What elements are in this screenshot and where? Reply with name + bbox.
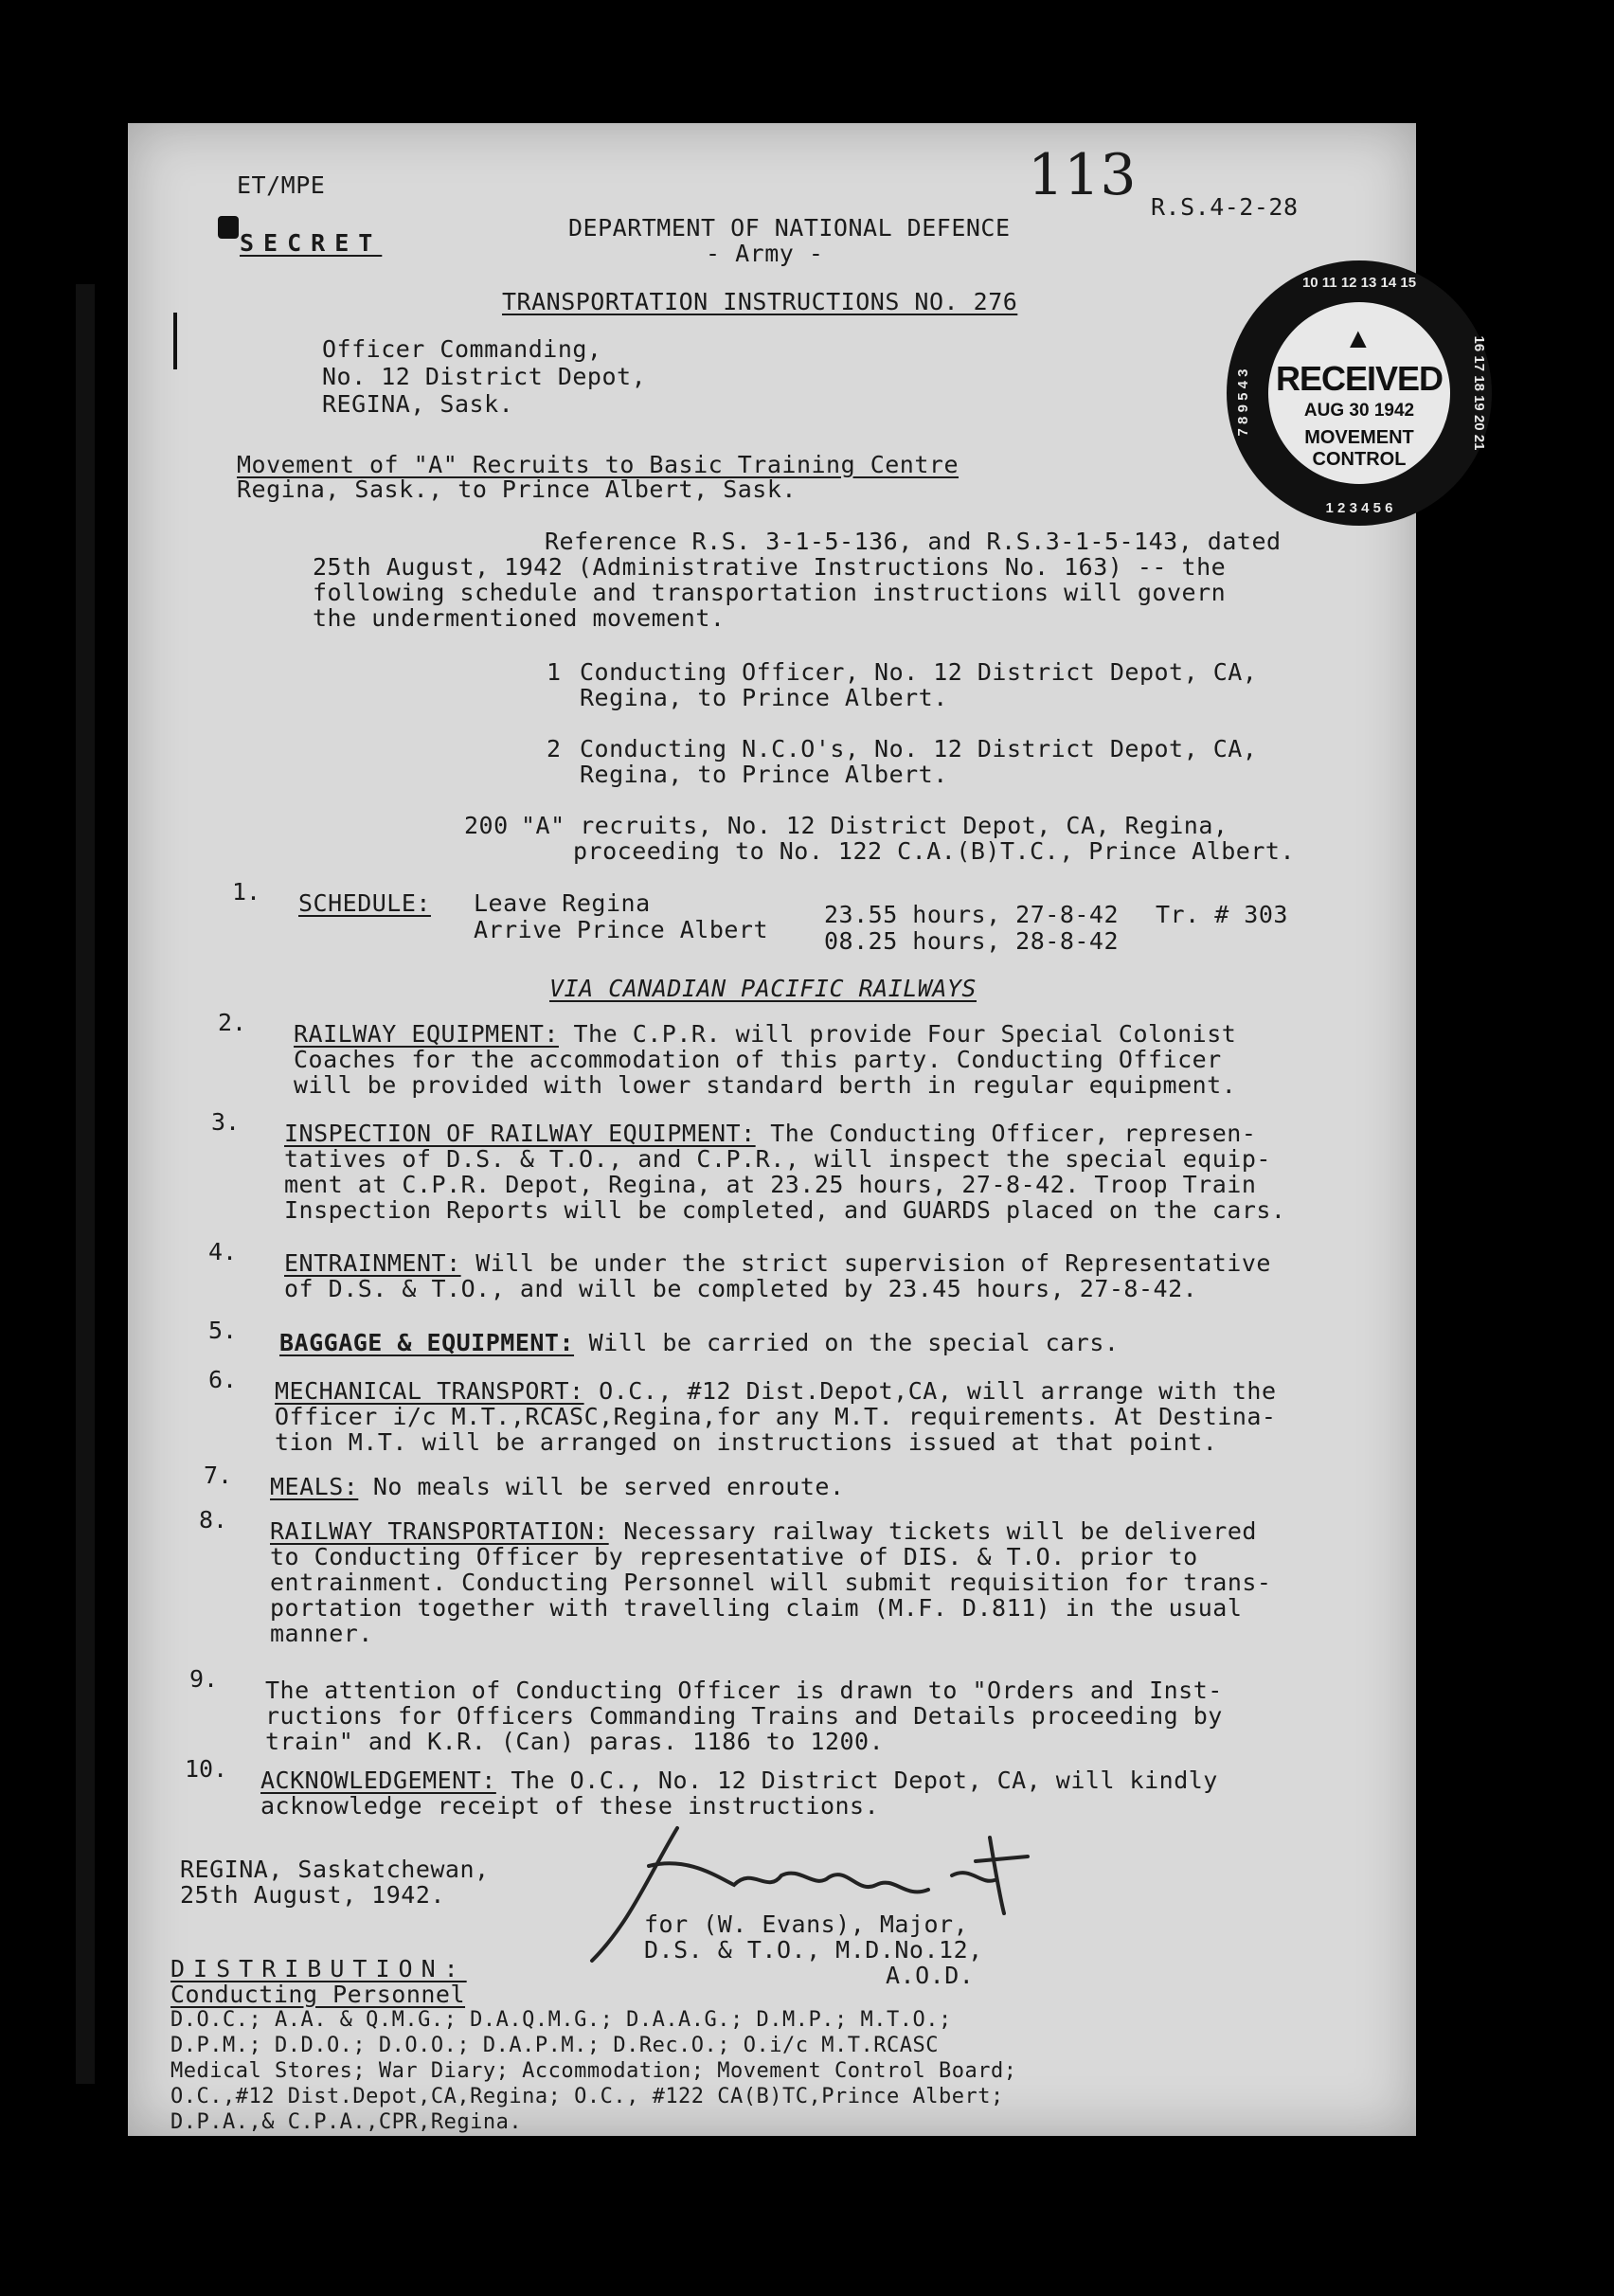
intro-line: 25th August, 1942 (Administrative Instructions No. 163) -- the [313, 553, 1227, 581]
addressee-line: No. 12 District Depot, [322, 363, 647, 390]
personnel-count: 200 [464, 812, 509, 839]
intro-line: Reference R.S. 3-1-5-136, and R.S.3-1-5-143, dated [545, 528, 1282, 555]
route-heading: VIA CANADIAN PACIFIC RAILWAYS [549, 975, 977, 1002]
paragraph-text: acknowledge receipt of these instructions. [260, 1792, 880, 1820]
paragraph-number: 8. [199, 1506, 228, 1534]
paragraph-text: tion M.T. will be arranged on instructions issued at that point. [275, 1428, 1218, 1456]
stamp-line-2: CONTROL [1312, 449, 1407, 470]
subject-line: Regina, Sask., to Prince Albert, Sask. [237, 475, 797, 503]
paragraph-text: The Conducting Officer, represen- [770, 1120, 1257, 1147]
paragraph-number: 9. [189, 1665, 219, 1693]
intro-line: the undermentioned movement. [313, 604, 726, 632]
subject-line: Movement of "A" Recruits to Basic Training Centre [237, 451, 959, 478]
schedule-arrive-time: 08.25 hours, 28-8-42 [824, 927, 1120, 955]
personnel-line: Conducting N.C.O's, No. 12 District Depot, CA, [580, 735, 1258, 762]
redaction-mark [218, 216, 239, 239]
distribution-line: O.C.,#12 Dist.Depot,CA,Regina; O.C., #122 CA(B)TC,Prince Albert; [170, 2085, 1004, 2108]
distribution-heading: DISTRIBUTION: [170, 1955, 467, 1982]
paragraph-heading: RAILWAY TRANSPORTATION: [270, 1517, 609, 1545]
classification: SECRET [240, 229, 383, 257]
svg-text:16 17 18 19 20 21: 16 17 18 19 20 21 [1471, 335, 1487, 451]
paragraph-text: tatives of D.S. & T.O., and C.P.R., will inspect the special equip- [284, 1145, 1271, 1173]
schedule-label: SCHEDULE: [298, 889, 431, 917]
paragraph-text: The attention of Conducting Officer is drawn to "Orders and Inst- [265, 1677, 1223, 1704]
received-stamp [1227, 260, 1492, 526]
schedule-arrive-label: Arrive Prince Albert [474, 916, 769, 943]
stamp-received-text: RECEIVED [1275, 359, 1444, 398]
schedule-leave-time: 23.55 hours, 27-8-42 [824, 901, 1120, 928]
paragraph-heading: MEALS: [270, 1473, 359, 1500]
distribution-line: D.P.M.; D.D.O.; D.O.O.; D.A.P.M.; D.Rec.O.; O.i/c M.T.RCASC [170, 2034, 939, 2057]
distribution-line: D.P.A.,& C.P.A.,CPR,Regina. [170, 2110, 523, 2134]
signature-line: A.O.D. [886, 1962, 975, 1989]
up-arrow-icon: ▲ [1344, 323, 1372, 354]
paragraph-text: Will be under the strict supervision of Representative [475, 1249, 1271, 1277]
svg-text:10 11 12 13 14 15: 10 11 12 13 14 15 [1301, 275, 1417, 291]
paragraph-text: ructions for Officers Commanding Trains and Details proceeding by [265, 1702, 1223, 1730]
page-number: 113 [1028, 142, 1137, 208]
paragraph-number: 1. [232, 878, 261, 906]
personnel-line: Regina, to Prince Albert. [580, 761, 948, 788]
signature-line: D.S. & T.O., M.D.No.12, [644, 1936, 983, 1964]
paragraph-text: No meals will be served enroute. [372, 1473, 845, 1500]
svg-text:7 8 9 5 4 3: 7 8 9 5 4 3 [1235, 368, 1251, 437]
stamp-line-1: MOVEMENT [1304, 427, 1414, 448]
paragraph-text: Will be carried on the special cars. [588, 1329, 1120, 1356]
document-title: TRANSPORTATION INSTRUCTIONS NO. 276 [502, 288, 1018, 315]
place-line: REGINA, Saskatchewan, [180, 1856, 490, 1883]
personnel-line: Conducting Officer, No. 12 District Depot, CA, [580, 658, 1258, 686]
personnel-line: Regina, to Prince Albert. [580, 684, 948, 711]
distribution-line: D.O.C.; A.A. & Q.M.G.; D.A.Q.M.G.; D.A.A.G.; D.M.P.; M.T.O.; [170, 2008, 952, 2032]
paragraph-text: Officer i/c M.T.,RCASC,Regina,for any M.T. requirements. At Destina- [275, 1403, 1277, 1430]
paragraph-text: The C.P.R. will provide Four Special Colonist [573, 1020, 1237, 1048]
paragraph-heading: INSPECTION OF RAILWAY EQUIPMENT: [284, 1120, 756, 1147]
paragraph-text: Coaches for the accommodation of this party. Conducting Officer [294, 1046, 1222, 1073]
paragraph-number: 2. [218, 1009, 247, 1036]
paragraph-text: Inspection Reports will be completed, and GUARDS placed on the cars. [284, 1196, 1286, 1224]
signature-line: for (W. Evans), Major, [644, 1910, 969, 1938]
stamp-center [1268, 302, 1450, 484]
personnel-count: 1 [547, 658, 562, 686]
ref-initials: ET/MPE [237, 171, 326, 199]
addressee-line: REGINA, Sask. [322, 390, 514, 418]
paragraph-text: The O.C., No. 12 District Depot, CA, will kindly [511, 1767, 1218, 1794]
document-page [128, 123, 1487, 2136]
schedule-train: Tr. # 303 [1156, 901, 1288, 928]
department-branch: - Army - [706, 240, 824, 267]
schedule-leave-label: Leave Regina [474, 889, 651, 917]
paragraph-heading: BAGGAGE & EQUIPMENT: [279, 1329, 575, 1356]
addressee-line: Officer Commanding, [322, 335, 602, 363]
personnel-line: "A" recruits, No. 12 District Depot, CA, Regina, [521, 812, 1228, 839]
paragraph-heading: ACKNOWLEDGEMENT: [260, 1767, 496, 1794]
paragraph-text: to Conducting Officer by representative of DIS. & T.O. prior to [270, 1543, 1198, 1570]
paragraph-text: of D.S. & T.O., and will be completed by 23.45 hours, 27-8-42. [284, 1275, 1198, 1302]
distribution-line: Medical Stores; War Diary; Accommodation; Movement Control Board; [170, 2059, 1017, 2083]
intro-line: following schedule and transportation instructions will govern [313, 579, 1227, 606]
film-edge [76, 284, 95, 2084]
paragraph-text: train" and K.R. (Can) paras. 1186 to 1200. [265, 1728, 885, 1755]
paragraph-text: entrainment. Conducting Personnel will submit requisition for trans- [270, 1569, 1272, 1596]
paragraph-number: 6. [208, 1366, 238, 1393]
paragraph-text: O.C., #12 Dist.Depot,CA, will arrange with the [599, 1377, 1277, 1405]
paragraph-number: 10. [185, 1755, 228, 1783]
paragraph-text: ment at C.P.R. Depot, Regina, at 23.25 hours, 27-8-42. Troop Train [284, 1171, 1257, 1198]
stamp-movement-control [1268, 427, 1450, 471]
svg-text:1 2 3 4 5 6: 1 2 3 4 5 6 [1325, 500, 1393, 516]
paragraph-heading: MECHANICAL TRANSPORT: [275, 1377, 584, 1405]
department-title: DEPARTMENT OF NATIONAL DEFENCE [568, 214, 1011, 242]
stamp-date: AUG 30 1942 [1303, 401, 1415, 421]
paragraph-number: 7. [204, 1462, 233, 1489]
distribution-line: Conducting Personnel [170, 1981, 466, 2008]
personnel-line: proceeding to No. 122 C.A.(B)T.C., Prince Albert. [573, 837, 1296, 865]
paragraph-number: 5. [208, 1317, 238, 1344]
margin-mark [173, 313, 177, 369]
date-line: 25th August, 1942. [180, 1881, 445, 1909]
personnel-count: 2 [547, 735, 562, 762]
paragraph-text: will be provided with lower standard berth in regular equipment. [294, 1071, 1237, 1099]
paragraph-number: 3. [211, 1108, 241, 1136]
paragraph-text: portation together with travelling claim (M.F. D.811) in the usual [270, 1594, 1243, 1622]
paragraph-number: 4. [208, 1238, 238, 1265]
paragraph-text: Necessary railway tickets will be delivered [623, 1517, 1257, 1545]
paragraph-heading: ENTRAINMENT: [284, 1249, 461, 1277]
paragraph-text: manner. [270, 1620, 373, 1647]
paragraph-heading: RAILWAY EQUIPMENT: [294, 1020, 559, 1048]
file-reference: R.S.4-2-28 [1151, 193, 1299, 221]
